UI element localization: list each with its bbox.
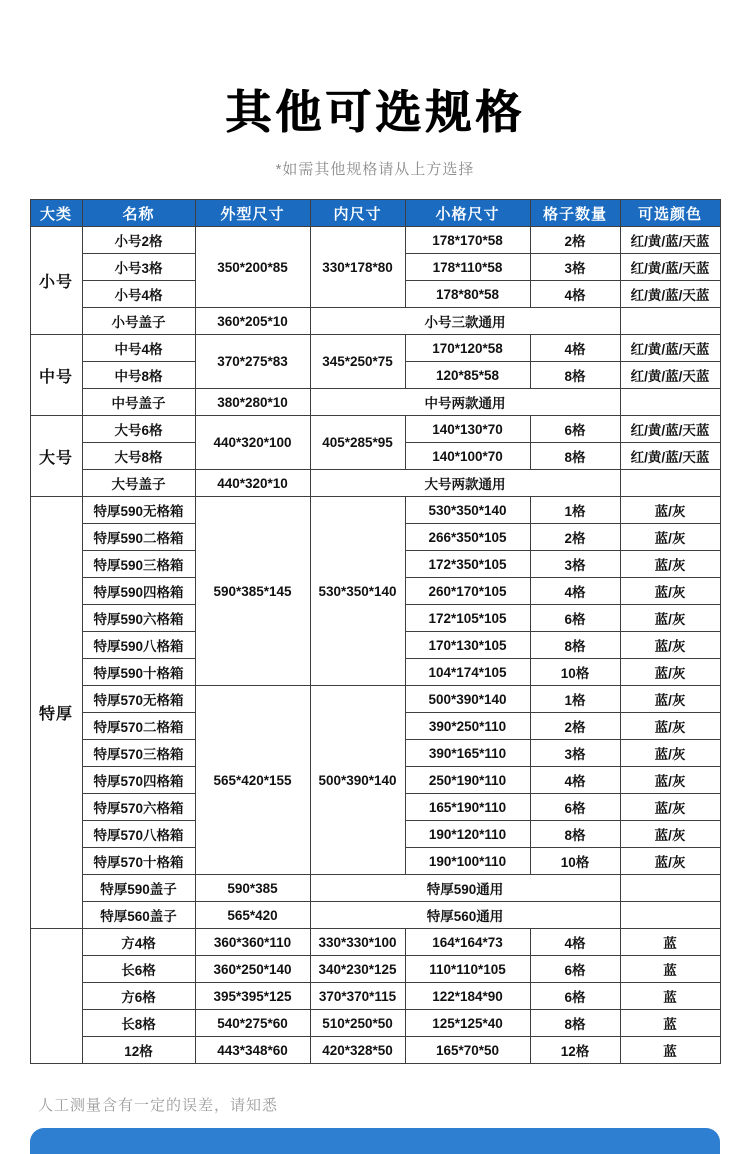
category-cell <box>30 929 82 1064</box>
table-cell: 特厚570无格箱 <box>82 686 195 713</box>
table-cell: 长6格 <box>82 956 195 983</box>
table-cell: 小号4格 <box>82 281 195 308</box>
table-cell: 122*184*90 <box>405 983 530 1010</box>
table-cell: 3格 <box>530 551 620 578</box>
table-cell: 440*320*100 <box>195 416 310 470</box>
table-cell: 420*328*50 <box>310 1037 405 1064</box>
table-row <box>30 416 720 443</box>
table-cell: 特厚590盖子 <box>82 875 195 902</box>
category-cell: 小号 <box>30 227 82 335</box>
table-cell: 140*100*70 <box>405 443 530 470</box>
table-cell: 大号8格 <box>82 443 195 470</box>
table-cell: 500*390*140 <box>405 686 530 713</box>
table-cell: 蓝/灰 <box>620 578 720 605</box>
table-cell: 特厚570六格箱 <box>82 794 195 821</box>
table-cell: 4格 <box>530 929 620 956</box>
table-cell: 260*170*105 <box>405 578 530 605</box>
table-cell: 4格 <box>530 767 620 794</box>
table-cell: 6格 <box>530 794 620 821</box>
table-cell: 特厚560通用 <box>310 902 620 929</box>
column-header: 名称 <box>82 200 195 227</box>
table-cell: 红/黄/蓝/天蓝 <box>620 227 720 254</box>
table-cell: 170*120*58 <box>405 335 530 362</box>
table-cell: 12格 <box>82 1037 195 1064</box>
table-cell: 8格 <box>530 443 620 470</box>
table-cell: 1格 <box>530 686 620 713</box>
table-cell: 红/黄/蓝/天蓝 <box>620 362 720 389</box>
table-cell: 3格 <box>530 254 620 281</box>
table-cell: 长8格 <box>82 1010 195 1037</box>
table-cell: 125*125*40 <box>405 1010 530 1037</box>
table-cell: 蓝/灰 <box>620 605 720 632</box>
table-cell: 特厚590三格箱 <box>82 551 195 578</box>
table-cell: 370*370*115 <box>310 983 405 1010</box>
table-cell: 350*200*85 <box>195 227 310 308</box>
table-cell: 360*250*140 <box>195 956 310 983</box>
table-cell: 250*190*110 <box>405 767 530 794</box>
table-cell: 370*275*83 <box>195 335 310 389</box>
table-cell: 360*205*10 <box>195 308 310 335</box>
column-header: 大类 <box>30 200 82 227</box>
table-cell: 中号4格 <box>82 335 195 362</box>
table-cell: 中号盖子 <box>82 389 195 416</box>
table-cell: 特厚570十格箱 <box>82 848 195 875</box>
table-cell: 565*420*155 <box>195 686 310 875</box>
table-cell: 120*85*58 <box>405 362 530 389</box>
table-cell: 6格 <box>530 605 620 632</box>
table-cell: 340*230*125 <box>310 956 405 983</box>
table-cell: 190*120*110 <box>405 821 530 848</box>
spec-table <box>30 199 721 1064</box>
table-cell: 方4格 <box>82 929 195 956</box>
table-cell: 443*348*60 <box>195 1037 310 1064</box>
table-cell <box>620 308 720 335</box>
table-cell: 红/黄/蓝/天蓝 <box>620 443 720 470</box>
table-cell: 330*330*100 <box>310 929 405 956</box>
table-cell: 380*280*10 <box>195 389 310 416</box>
table-cell: 530*350*140 <box>310 497 405 686</box>
table-cell: 特厚590六格箱 <box>82 605 195 632</box>
table-cell: 440*320*10 <box>195 470 310 497</box>
table-cell: 4格 <box>530 578 620 605</box>
table-cell: 8格 <box>530 821 620 848</box>
table-cell <box>620 902 720 929</box>
table-cell: 1格 <box>530 497 620 524</box>
table-cell: 10格 <box>530 848 620 875</box>
table-cell: 4格 <box>530 335 620 362</box>
table-row <box>30 1037 720 1064</box>
page-title: 其他可选规格 <box>225 86 525 138</box>
category-cell: 特厚 <box>30 497 82 929</box>
table-cell: 530*350*140 <box>405 497 530 524</box>
table-cell: 6格 <box>530 956 620 983</box>
table-cell: 特厚570三格箱 <box>82 740 195 767</box>
table-cell: 特厚570四格箱 <box>82 767 195 794</box>
table-cell <box>620 875 720 902</box>
spec-table-head-row <box>30 200 720 227</box>
table-cell: 178*80*58 <box>405 281 530 308</box>
table-cell: 2格 <box>530 524 620 551</box>
table-cell: 405*285*95 <box>310 416 405 470</box>
table-cell: 190*100*110 <box>405 848 530 875</box>
category-cell: 中号 <box>30 335 82 416</box>
table-cell: 蓝/灰 <box>620 794 720 821</box>
table-cell: 红/黄/蓝/天蓝 <box>620 416 720 443</box>
table-cell: 178*110*58 <box>405 254 530 281</box>
table-cell: 特厚570八格箱 <box>82 821 195 848</box>
table-cell: 蓝/灰 <box>620 524 720 551</box>
table-cell: 蓝/灰 <box>620 551 720 578</box>
table-cell: 2格 <box>530 713 620 740</box>
table-cell: 蓝/灰 <box>620 497 720 524</box>
table-cell: 360*360*110 <box>195 929 310 956</box>
table-cell: 3格 <box>530 740 620 767</box>
table-cell: 蓝 <box>620 1037 720 1064</box>
table-row <box>30 227 720 254</box>
table-cell: 蓝/灰 <box>620 848 720 875</box>
table-row <box>30 929 720 956</box>
table-cell: 540*275*60 <box>195 1010 310 1037</box>
table-cell: 8格 <box>530 1010 620 1037</box>
table-cell: 6格 <box>530 416 620 443</box>
table-cell: 8格 <box>530 632 620 659</box>
table-cell: 蓝/灰 <box>620 740 720 767</box>
table-cell: 蓝/灰 <box>620 767 720 794</box>
table-cell: 特厚590通用 <box>310 875 620 902</box>
page-subtitle: *如需其他规格请从上方选择 <box>275 161 475 178</box>
table-cell: 330*178*80 <box>310 227 405 308</box>
table-cell: 小号三款通用 <box>310 308 620 335</box>
table-cell: 大号6格 <box>82 416 195 443</box>
table-cell: 蓝/灰 <box>620 632 720 659</box>
category-cell: 大号 <box>30 416 82 497</box>
table-cell: 蓝 <box>620 956 720 983</box>
table-cell: 红/黄/蓝/天蓝 <box>620 281 720 308</box>
table-cell <box>620 389 720 416</box>
table-cell: 特厚590四格箱 <box>82 578 195 605</box>
table-row <box>30 686 720 713</box>
table-cell: 蓝 <box>620 983 720 1010</box>
spec-table-head <box>30 200 720 227</box>
column-header: 格子数量 <box>530 200 620 227</box>
table-row <box>30 956 720 983</box>
table-cell: 345*250*75 <box>310 335 405 389</box>
table-cell: 大号两款通用 <box>310 470 620 497</box>
table-cell: 2格 <box>530 227 620 254</box>
table-cell: 红/黄/蓝/天蓝 <box>620 335 720 362</box>
table-cell: 蓝/灰 <box>620 686 720 713</box>
spec-table-body <box>30 227 720 1064</box>
column-header: 可选颜色 <box>620 200 720 227</box>
table-cell: 390*165*110 <box>405 740 530 767</box>
column-header: 外型尺寸 <box>195 200 310 227</box>
table-cell <box>620 470 720 497</box>
table-cell: 110*110*105 <box>405 956 530 983</box>
table-cell: 小号2格 <box>82 227 195 254</box>
table-cell: 510*250*50 <box>310 1010 405 1037</box>
table-cell: 12格 <box>530 1037 620 1064</box>
table-row <box>30 1010 720 1037</box>
table-cell: 8格 <box>530 362 620 389</box>
table-cell: 390*250*110 <box>405 713 530 740</box>
measurement-footnote: 人工测量含有一定的误差，请知悉 <box>38 1097 279 1114</box>
table-cell: 165*190*110 <box>405 794 530 821</box>
table-cell: 方6格 <box>82 983 195 1010</box>
table-cell: 165*70*50 <box>405 1037 530 1064</box>
table-row <box>30 875 720 902</box>
table-cell: 6格 <box>530 983 620 1010</box>
table-cell: 蓝/灰 <box>620 659 720 686</box>
table-cell: 565*420 <box>195 902 310 929</box>
table-cell: 中号两款通用 <box>310 389 620 416</box>
table-cell: 172*350*105 <box>405 551 530 578</box>
table-cell: 10格 <box>530 659 620 686</box>
table-row <box>30 335 720 362</box>
table-row <box>30 902 720 929</box>
table-cell: 红/黄/蓝/天蓝 <box>620 254 720 281</box>
bottom-accent-bar <box>30 1128 720 1154</box>
table-cell: 140*130*70 <box>405 416 530 443</box>
table-cell: 中号8格 <box>82 362 195 389</box>
table-cell: 164*164*73 <box>405 929 530 956</box>
table-cell: 蓝 <box>620 1010 720 1037</box>
table-cell: 特厚560盖子 <box>82 902 195 929</box>
table-cell: 蓝/灰 <box>620 713 720 740</box>
table-cell: 特厚590无格箱 <box>82 497 195 524</box>
table-cell: 小号盖子 <box>82 308 195 335</box>
column-header: 内尺寸 <box>310 200 405 227</box>
table-cell: 蓝/灰 <box>620 821 720 848</box>
table-cell: 500*390*140 <box>310 686 405 875</box>
table-row <box>30 308 720 335</box>
table-row <box>30 470 720 497</box>
table-cell: 特厚590八格箱 <box>82 632 195 659</box>
table-cell: 172*105*105 <box>405 605 530 632</box>
table-cell: 104*174*105 <box>405 659 530 686</box>
table-row <box>30 497 720 524</box>
table-cell: 178*170*58 <box>405 227 530 254</box>
table-cell: 395*395*125 <box>195 983 310 1010</box>
table-cell: 小号3格 <box>82 254 195 281</box>
table-cell: 特厚570二格箱 <box>82 713 195 740</box>
table-cell: 特厚590十格箱 <box>82 659 195 686</box>
table-cell: 266*350*105 <box>405 524 530 551</box>
table-row <box>30 983 720 1010</box>
table-cell: 大号盖子 <box>82 470 195 497</box>
table-cell: 590*385*145 <box>195 497 310 686</box>
column-header: 小格尺寸 <box>405 200 530 227</box>
table-cell: 590*385 <box>195 875 310 902</box>
table-cell: 特厚590二格箱 <box>82 524 195 551</box>
table-cell: 4格 <box>530 281 620 308</box>
table-cell: 蓝 <box>620 929 720 956</box>
table-row <box>30 389 720 416</box>
table-cell: 170*130*105 <box>405 632 530 659</box>
